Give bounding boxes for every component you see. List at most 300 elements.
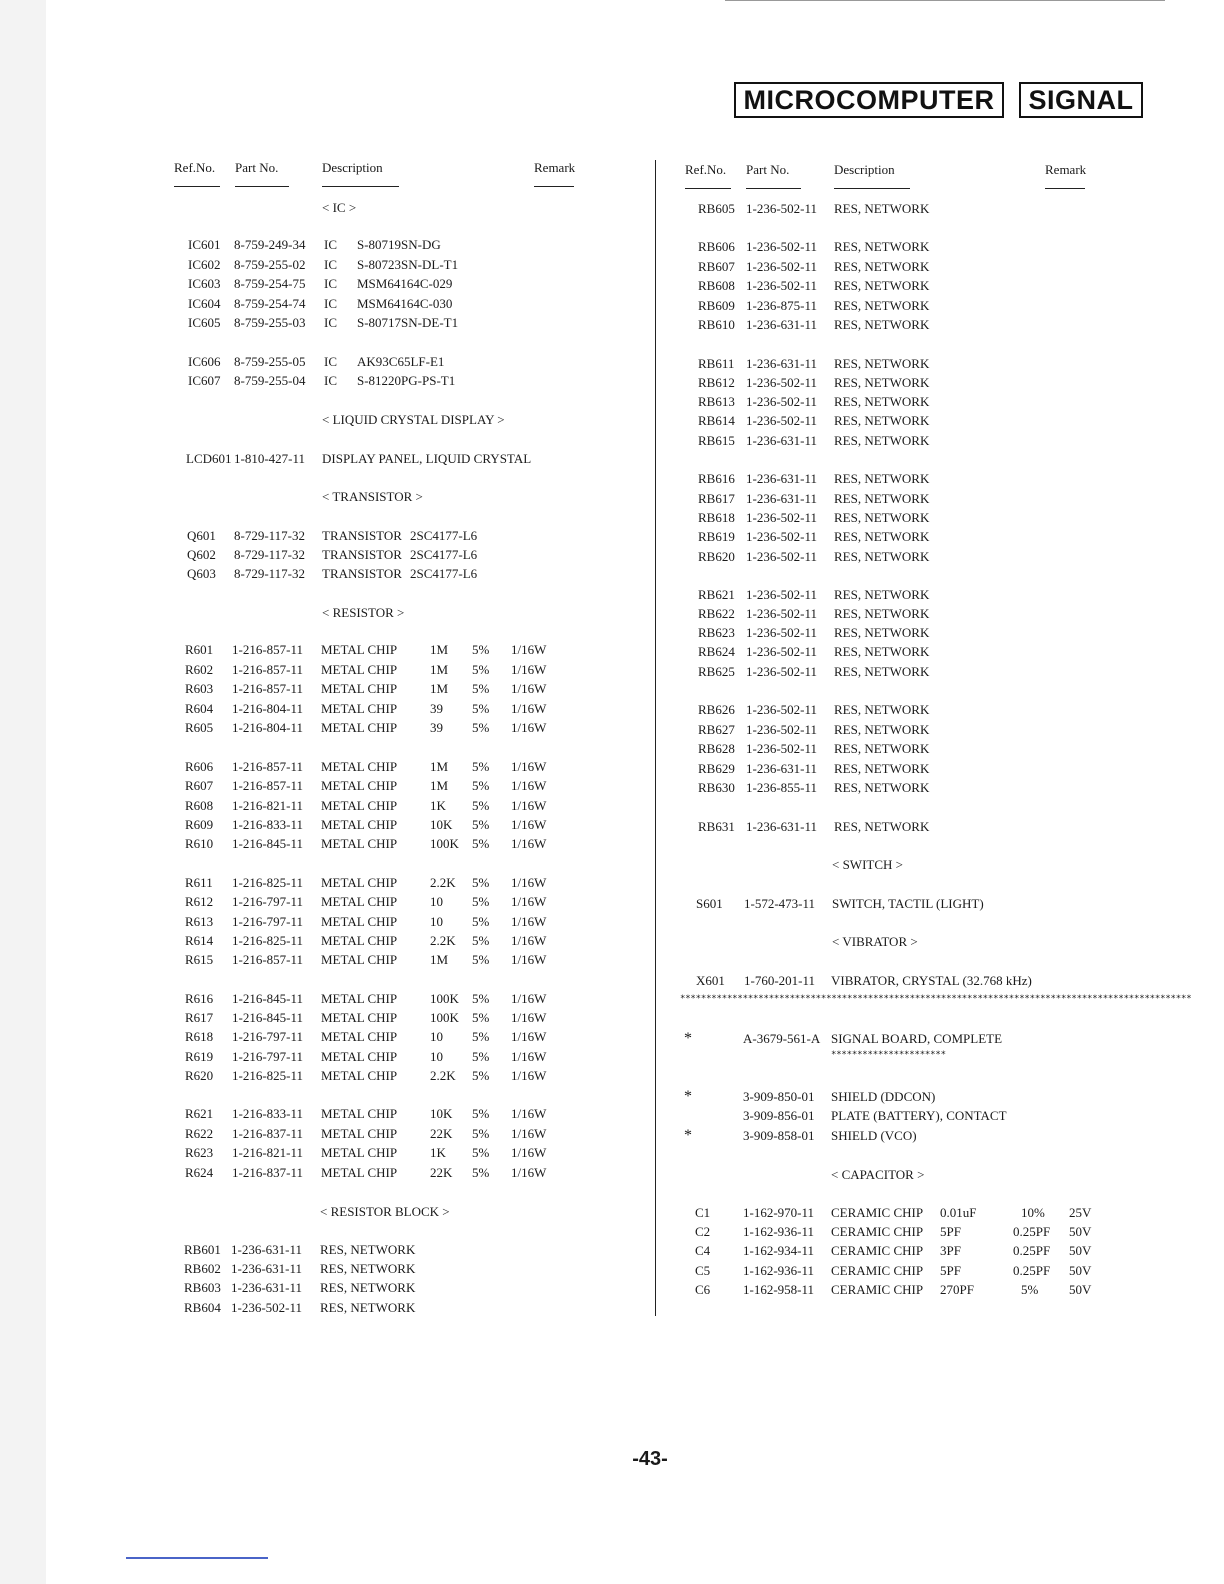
description: RES, NETWORK <box>834 201 930 216</box>
description: CERAMIC CHIP <box>831 1282 924 1297</box>
value: 10K <box>430 817 453 832</box>
tolerance: 5% <box>472 1126 490 1141</box>
part-number: 1-216-857-11 <box>232 662 304 677</box>
description: PLATE (BATTERY), CONTACT <box>831 1108 1007 1123</box>
part-number: 1-216-797-11 <box>232 1029 304 1044</box>
value: 1M <box>430 642 449 657</box>
ref: RB611 <box>698 356 735 371</box>
part-number: 1-216-845-11 <box>232 991 304 1006</box>
part-number: 1-216-857-11 <box>232 952 304 967</box>
value: S-81220PG-PS-T1 <box>357 373 456 388</box>
description: IC <box>324 237 337 252</box>
description: RES, NETWORK <box>834 471 930 486</box>
part-number: 8-759-249-34 <box>234 237 306 252</box>
tolerance: 5% <box>472 933 490 948</box>
ref: R610 <box>185 836 214 851</box>
part-number: 1-236-631-11 <box>746 356 818 371</box>
description: RES, NETWORK <box>834 587 930 602</box>
tolerance: 5% <box>472 991 490 1006</box>
ref: R601 <box>185 642 214 657</box>
wattage: 1/16W <box>511 875 547 890</box>
tolerance: 5% <box>472 1068 490 1083</box>
value: 1M <box>430 778 449 793</box>
description: RES, NETWORK <box>320 1280 416 1295</box>
part-number: 1-236-631-11 <box>746 433 818 448</box>
value: 10 <box>430 914 443 929</box>
value: 10 <box>430 894 443 909</box>
value: 2SC4177-L6 <box>410 547 478 562</box>
part-number: 1-810-427-11 <box>234 451 306 466</box>
part-number: 1-236-631-11 <box>231 1280 303 1295</box>
ref: IC602 <box>188 257 221 272</box>
description: IC <box>324 315 337 330</box>
ref: IC607 <box>188 373 221 388</box>
value: 100K <box>430 1010 459 1025</box>
description: RES, NETWORK <box>834 375 930 390</box>
ref: R611 <box>185 875 213 890</box>
ref: R617 <box>185 1010 214 1025</box>
tolerance: 5% <box>472 778 490 793</box>
wattage: 1/16W <box>511 1068 547 1083</box>
description: RES, NETWORK <box>320 1261 416 1276</box>
value: S-80719SN-DG <box>357 237 441 252</box>
value: S-80723SN-DL-T1 <box>357 257 459 272</box>
description: METAL CHIP <box>321 1010 398 1025</box>
part-number: 8-759-254-74 <box>234 296 306 311</box>
part-number: 1-236-502-11 <box>746 394 818 409</box>
description: TRANSISTOR <box>322 528 402 543</box>
ref: RB625 <box>698 664 735 679</box>
ref: C2 <box>695 1224 711 1239</box>
part-number: 8-729-117-32 <box>234 547 306 562</box>
ref: RB626 <box>698 702 735 717</box>
description: RES, NETWORK <box>320 1242 416 1257</box>
ref: RB610 <box>698 317 735 332</box>
tolerance: 5% <box>1021 1282 1039 1297</box>
asterisk-mark: * <box>684 1127 692 1144</box>
description: SIGNAL BOARD, COMPLETE <box>831 1031 1003 1046</box>
description: TRANSISTOR <box>322 547 402 562</box>
description: RES, NETWORK <box>834 606 930 621</box>
part-number: 8-759-255-03 <box>234 315 306 330</box>
part-number: 1-236-502-11 <box>746 606 818 621</box>
description: IC <box>324 354 337 369</box>
description: METAL CHIP <box>321 1029 398 1044</box>
value: 1M <box>430 662 449 677</box>
description: METAL CHIP <box>321 817 398 832</box>
ref: RB607 <box>698 259 735 274</box>
description: METAL CHIP <box>321 1126 398 1141</box>
underline <box>235 186 289 187</box>
value: 100K <box>430 836 459 851</box>
ref: R612 <box>185 894 214 909</box>
col-part: Part No. <box>235 160 279 175</box>
wattage: 1/16W <box>511 759 547 774</box>
ref: RB622 <box>698 606 735 621</box>
col-part: Part No. <box>746 162 790 177</box>
description: IC <box>324 257 337 272</box>
tolerance: 5% <box>472 894 490 909</box>
part-number: 1-236-502-11 <box>746 722 818 737</box>
description: METAL CHIP <box>321 662 398 677</box>
ref: RB629 <box>698 761 735 776</box>
wattage: 1/16W <box>511 778 547 793</box>
description: METAL CHIP <box>321 1049 398 1064</box>
part-number: 1-216-857-11 <box>232 642 304 657</box>
description: METAL CHIP <box>321 933 398 948</box>
part-number: 1-216-857-11 <box>232 778 304 793</box>
ref: IC606 <box>188 354 221 369</box>
ref: RB601 <box>184 1242 221 1257</box>
part-number: 1-236-631-11 <box>746 471 818 486</box>
part-number: 1-236-502-11 <box>746 259 818 274</box>
part-number: 1-236-855-11 <box>746 780 818 795</box>
value: 10 <box>430 1049 443 1064</box>
part-number: 8-759-254-75 <box>234 276 306 291</box>
wattage: 1/16W <box>511 642 547 657</box>
description: RES, NETWORK <box>834 819 930 834</box>
description: RES, NETWORK <box>834 722 930 737</box>
wattage: 1/16W <box>511 1010 547 1025</box>
part-number: 1-216-821-11 <box>232 798 304 813</box>
part-number: 3-909-858-01 <box>743 1128 815 1143</box>
section-heading-transistor: < TRANSISTOR > <box>322 489 423 504</box>
ref: RB603 <box>184 1280 221 1295</box>
ref: R606 <box>185 759 214 774</box>
tolerance: 0.25PF <box>1013 1263 1051 1278</box>
value: 1K <box>430 1145 446 1160</box>
wattage: 1/16W <box>511 1106 547 1121</box>
value: 1K <box>430 798 446 813</box>
description: RES, NETWORK <box>834 664 930 679</box>
ref: RB612 <box>698 375 735 390</box>
tolerance: 5% <box>472 1010 490 1025</box>
part-number: 1-236-875-11 <box>746 298 818 313</box>
part-number: 1-216-825-11 <box>232 1068 304 1083</box>
description: DISPLAY PANEL, LIQUID CRYSTAL <box>322 451 532 466</box>
underline <box>322 186 399 187</box>
asterisk-mark: * <box>684 1088 692 1105</box>
part-number: 1-216-845-11 <box>232 836 304 851</box>
value: 2SC4177-L6 <box>410 566 478 581</box>
part-number: A-3679-561-A <box>743 1031 821 1046</box>
description: METAL CHIP <box>321 701 398 716</box>
description: RES, NETWORK <box>834 549 930 564</box>
ref: R623 <box>185 1145 214 1160</box>
section-heading-ic: < IC > <box>322 200 357 215</box>
description: METAL CHIP <box>321 1068 398 1083</box>
tolerance: 5% <box>472 1165 490 1180</box>
description: TRANSISTOR <box>322 566 402 581</box>
description: RES, NETWORK <box>834 298 930 313</box>
description: METAL CHIP <box>321 894 398 909</box>
part-number: 1-236-502-11 <box>746 741 818 756</box>
ref: RB618 <box>698 510 735 525</box>
part-number: 1-572-473-11 <box>744 896 816 911</box>
underline <box>685 188 731 189</box>
tolerance: 5% <box>472 1049 490 1064</box>
ref: R609 <box>185 817 214 832</box>
value: 22K <box>430 1165 453 1180</box>
part-number: 1-216-804-11 <box>232 701 304 716</box>
tolerance: 5% <box>472 1029 490 1044</box>
description: IC <box>324 276 337 291</box>
wattage: 1/16W <box>511 1049 547 1064</box>
ref: RB614 <box>698 413 735 428</box>
part-number: 1-216-797-11 <box>232 1049 304 1064</box>
ref: RB624 <box>698 644 735 659</box>
col-desc: Description <box>322 160 383 175</box>
ref: R605 <box>185 720 214 735</box>
description: RES, NETWORK <box>834 433 930 448</box>
ref: RB627 <box>698 722 735 737</box>
tolerance: 5% <box>472 720 490 735</box>
part-number: 3-909-856-01 <box>743 1108 815 1123</box>
col-ref: Ref.No. <box>174 160 216 175</box>
description: RES, NETWORK <box>834 278 930 293</box>
ref: LCD601 <box>186 451 232 466</box>
ref: IC603 <box>188 276 221 291</box>
part-number: 1-236-502-11 <box>746 278 818 293</box>
ref: R618 <box>185 1029 214 1044</box>
description: RES, NETWORK <box>834 510 930 525</box>
ref: R608 <box>185 798 214 813</box>
ref: RB605 <box>698 201 735 216</box>
description: METAL CHIP <box>321 991 398 1006</box>
part-number: 1-216-797-11 <box>232 894 304 909</box>
section-title-microcomputer: MICROCOMPUTER <box>734 82 1004 118</box>
ref: RB616 <box>698 471 735 486</box>
value: 2.2K <box>430 875 456 890</box>
wattage: 1/16W <box>511 817 547 832</box>
underline <box>174 186 220 187</box>
ref: R603 <box>185 681 214 696</box>
ref: RB631 <box>698 819 735 834</box>
part-number: 1-216-804-11 <box>232 720 304 735</box>
part-number: 1-162-936-11 <box>743 1263 815 1278</box>
underline <box>1045 188 1085 189</box>
value: 1M <box>430 681 449 696</box>
value: MSM64164C-030 <box>357 296 453 311</box>
ref: RB604 <box>184 1300 221 1315</box>
description: METAL CHIP <box>321 1145 398 1160</box>
section-heading-vibrator: < VIBRATOR > <box>832 934 918 949</box>
description: METAL CHIP <box>321 642 398 657</box>
ref: RB617 <box>698 491 735 506</box>
part-number: 1-236-502-11 <box>231 1300 303 1315</box>
ref: R604 <box>185 701 214 716</box>
description: METAL CHIP <box>321 778 398 793</box>
description: RES, NETWORK <box>834 761 930 776</box>
part-number: 1-216-797-11 <box>232 914 304 929</box>
tolerance: 5% <box>472 875 490 890</box>
ref: R621 <box>185 1106 214 1121</box>
part-number: 1-216-857-11 <box>232 681 304 696</box>
description: RES, NETWORK <box>834 780 930 795</box>
ref: X601 <box>696 973 725 988</box>
part-number: 1-236-631-11 <box>746 317 818 332</box>
part-number: 1-236-502-11 <box>746 239 818 254</box>
description: RES, NETWORK <box>834 259 930 274</box>
ref: RB621 <box>698 587 735 602</box>
description: RES, NETWORK <box>834 356 930 371</box>
bottom-link-line <box>126 1557 268 1559</box>
tolerance: 5% <box>472 681 490 696</box>
wattage: 1/16W <box>511 894 547 909</box>
wattage: 1/16W <box>511 933 547 948</box>
description: METAL CHIP <box>321 798 398 813</box>
part-number: 8-729-117-32 <box>234 528 306 543</box>
description: CERAMIC CHIP <box>831 1243 924 1258</box>
page-number: -43- <box>632 1448 668 1470</box>
ref: RB628 <box>698 741 735 756</box>
value: S-80717SN-DE-T1 <box>357 315 459 330</box>
value: 10K <box>430 1106 453 1121</box>
value: 0.01uF <box>940 1205 977 1220</box>
voltage: 50V <box>1069 1243 1092 1258</box>
value: 3PF <box>940 1243 961 1258</box>
ref: RB613 <box>698 394 735 409</box>
wattage: 1/16W <box>511 952 547 967</box>
part-number: 1-162-936-11 <box>743 1224 815 1239</box>
ref: R607 <box>185 778 214 793</box>
part-number: 1-162-970-11 <box>743 1205 815 1220</box>
tolerance: 5% <box>472 642 490 657</box>
tolerance: 5% <box>472 914 490 929</box>
description: METAL CHIP <box>321 914 398 929</box>
ref: Q602 <box>187 547 216 562</box>
ref: C6 <box>695 1282 711 1297</box>
value: 39 <box>430 720 443 735</box>
wattage: 1/16W <box>511 1165 547 1180</box>
tolerance: 5% <box>472 1145 490 1160</box>
ref: RB630 <box>698 780 735 795</box>
description: RES, NETWORK <box>834 741 930 756</box>
ref: RB602 <box>184 1261 221 1276</box>
part-number: 1-236-502-11 <box>746 625 818 640</box>
ref: C5 <box>695 1263 711 1278</box>
description: CERAMIC CHIP <box>831 1224 924 1239</box>
part-number: 1-236-631-11 <box>746 491 818 506</box>
section-heading-switch: < SWITCH > <box>832 857 903 872</box>
section-heading-resistor: < RESISTOR > <box>322 605 405 620</box>
ref: R602 <box>185 662 214 677</box>
description: SHIELD (VCO) <box>831 1128 917 1143</box>
asterisk-mark: * <box>684 1030 692 1047</box>
voltage: 50V <box>1069 1224 1092 1239</box>
part-number: 1-236-502-11 <box>746 201 818 216</box>
part-number: 1-236-502-11 <box>746 413 818 428</box>
wattage: 1/16W <box>511 991 547 1006</box>
ref: Q603 <box>187 566 216 581</box>
description: METAL CHIP <box>321 836 398 851</box>
ref: RB608 <box>698 278 735 293</box>
part-number: 1-216-845-11 <box>232 1010 304 1025</box>
underline <box>746 188 801 189</box>
tolerance: 5% <box>472 662 490 677</box>
part-number: 1-236-631-11 <box>746 761 818 776</box>
ref: R615 <box>185 952 214 967</box>
ref: C1 <box>695 1205 711 1220</box>
wattage: 1/16W <box>511 914 547 929</box>
part-number: 1-236-502-11 <box>746 529 818 544</box>
description: CERAMIC CHIP <box>831 1205 924 1220</box>
ref: RB620 <box>698 549 735 564</box>
ref: RB606 <box>698 239 735 254</box>
col-remark: Remark <box>534 160 576 175</box>
ref: R622 <box>185 1126 214 1141</box>
ref: RB615 <box>698 433 735 448</box>
part-number: 3-909-850-01 <box>743 1089 815 1104</box>
underline <box>834 188 910 189</box>
description: RES, NETWORK <box>834 394 930 409</box>
separator-stars: ************************************************************************************************** <box>680 994 1192 1004</box>
section-heading-capacitor: < CAPACITOR > <box>831 1167 925 1182</box>
description: SHIELD (DDCON) <box>831 1089 936 1104</box>
ref: R620 <box>185 1068 214 1083</box>
tolerance: 0.25PF <box>1013 1224 1051 1239</box>
ref: R614 <box>185 933 214 948</box>
part-number: 1-236-502-11 <box>746 644 818 659</box>
wattage: 1/16W <box>511 798 547 813</box>
value: 1M <box>430 759 449 774</box>
part-number: 1-236-502-11 <box>746 510 818 525</box>
ref: IC601 <box>188 237 221 252</box>
tolerance: 5% <box>472 817 490 832</box>
description: METAL CHIP <box>321 875 398 890</box>
description: IC <box>324 373 337 388</box>
tolerance: 5% <box>472 701 490 716</box>
ref: RB623 <box>698 625 735 640</box>
scan-edge-shadow <box>0 0 46 1584</box>
section-heading-resistor-block: < RESISTOR BLOCK > <box>320 1204 450 1219</box>
part-number: 1-216-837-11 <box>232 1126 304 1141</box>
part-number: 1-236-502-11 <box>746 587 818 602</box>
description: RES, NETWORK <box>834 625 930 640</box>
part-number: 1-162-934-11 <box>743 1243 815 1258</box>
description: SWITCH, TACTIL (LIGHT) <box>832 896 984 911</box>
part-number: 1-216-825-11 <box>232 933 304 948</box>
voltage: 50V <box>1069 1263 1092 1278</box>
description: RES, NETWORK <box>834 413 930 428</box>
ref: R619 <box>185 1049 214 1064</box>
description: RES, NETWORK <box>834 702 930 717</box>
ref: R624 <box>185 1165 214 1180</box>
wattage: 1/16W <box>511 836 547 851</box>
part-number: 8-729-117-32 <box>234 566 306 581</box>
value: 5PF <box>940 1224 961 1239</box>
part-number: 8-759-255-05 <box>234 354 306 369</box>
part-number: 8-759-255-04 <box>234 373 306 388</box>
part-number: 1-216-857-11 <box>232 759 304 774</box>
value: 2.2K <box>430 933 456 948</box>
tolerance: 10% <box>1021 1205 1045 1220</box>
wattage: 1/16W <box>511 720 547 735</box>
part-number: 1-162-958-11 <box>743 1282 815 1297</box>
description: RES, NETWORK <box>320 1300 416 1315</box>
part-number: 1-216-837-11 <box>232 1165 304 1180</box>
value: 10 <box>430 1029 443 1044</box>
description: METAL CHIP <box>321 759 398 774</box>
value: AK93C65LF-E1 <box>357 354 445 369</box>
description: RES, NETWORK <box>834 491 930 506</box>
description: METAL CHIP <box>321 720 398 735</box>
col-ref: Ref.No. <box>685 162 727 177</box>
description: METAL CHIP <box>321 1165 398 1180</box>
part-number: 1-760-201-11 <box>744 973 816 988</box>
col-remark: Remark <box>1045 162 1087 177</box>
value: MSM64164C-029 <box>357 276 453 291</box>
